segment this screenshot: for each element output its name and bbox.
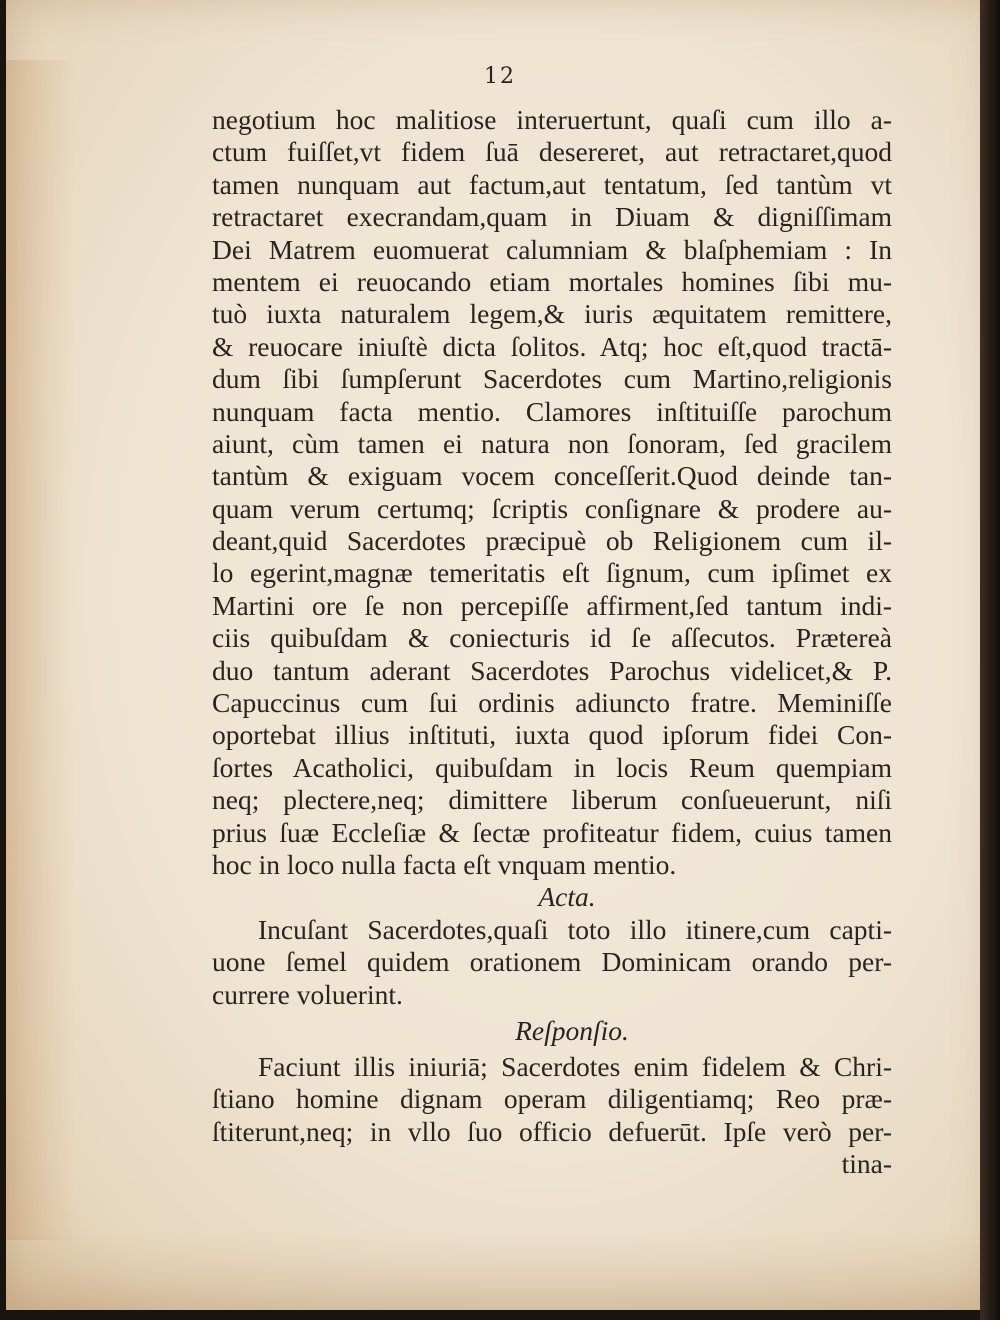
text-line: Capuccinus cum ſui ordinis adiuncto fratre. Meminiſſe <box>212 687 892 719</box>
text-line: ciis quibuſdam & coniecturis id ſe aſſecutos. Prætereà <box>212 622 892 654</box>
text-line: ctum fuiſſet,vt fidem ſuā desereret, aut retractaret,quod <box>212 136 892 168</box>
text-line: lo egerint,magnæ temeritatis eſt ſignum, cum ipſimet ex <box>212 557 892 589</box>
binding-edge <box>980 0 1000 1320</box>
text-line: retractaret execrandam,quam in Diuam & digniſſimam <box>212 201 892 233</box>
text-line: uone ſemel quidem orationem Dominicam orando per- <box>212 946 892 978</box>
text-line: ſortes Acatholici, quibuſdam in locis Reum quempiam <box>212 751 892 783</box>
text-line: quam verum certumq; ſcriptis conſignare & prodere au- <box>212 492 892 524</box>
text-line: aiunt, cùm tamen ei natura non ſonoram, ſed gracilem <box>212 427 892 459</box>
text-line: ſtiterunt,neq; in vllo ſuo officio defuerūt. Ipſe verò per- <box>212 1115 892 1147</box>
text-line: negotium hoc malitiose interuertunt, quaſi cum illo a- <box>212 104 892 135</box>
responsio-paragraph <box>212 1051 892 1148</box>
text-line: tuò iuxta naturalem legem,& iuris æquitatem remittere, <box>212 298 892 330</box>
responsio-heading: Reſponſio. <box>515 1014 629 1046</box>
acta-paragraph <box>212 914 892 1011</box>
text-line: Incuſant Sacerdotes,quaſi toto illo itinere,cum capti- <box>258 913 892 945</box>
text-line: ſtiano homine dignam operam diligentiamq; Reo præ- <box>212 1083 892 1115</box>
text-line: dum ſibi ſumpſerunt Sacerdotes cum Martino,religionis <box>212 363 892 395</box>
text-block <box>212 104 892 1181</box>
text-line: Dei Matrem euomuerat calumniam & blaſphemiam : In <box>212 233 892 265</box>
text-line: currere voluerint. <box>212 978 403 1010</box>
text-line: Martini ore ſe non percepiſſe affirment,ſed tantum indi- <box>212 589 892 621</box>
acta-heading: Acta. <box>538 881 596 913</box>
text-line: hoc in loco nulla facta eſt vnquam mentio. <box>212 848 677 880</box>
text-line: nunquam facta mentio. Clamores inſtituiſſe parochum <box>212 395 892 427</box>
text-line: duo tantum aderant Sacerdotes Parochus videlicet,& P. <box>212 654 892 686</box>
text-line: & reuocare iniuſtè dicta ſolitos. Atq; hoc eſt,quod tractā- <box>212 330 892 362</box>
text-line: tantùm & exiguam vocem conceſſerit.Quod deinde tan- <box>212 460 892 492</box>
catchword: tina- <box>841 1148 892 1180</box>
text-line: oportebat illius inſtituti, iuxta quod ipſorum fidei Con- <box>212 719 892 751</box>
body-paragraph <box>212 104 892 881</box>
text-line: prius ſuæ Eccleſiæ & ſectæ profiteatur fidem, cuius tamen <box>212 816 892 848</box>
text-line: neq; plectere,neq; dimittere liberum conſueuerunt, niſi <box>212 784 892 816</box>
text-line: Faciunt illis iniuriā; Sacerdotes enim fidelem & Chri- <box>258 1050 892 1082</box>
text-line: deant,quid Sacerdotes præcipuè ob Religionem cum il- <box>212 525 892 557</box>
page-number: 12 <box>484 64 516 89</box>
text-line: tamen nunquam aut factum,aut tentatum, ſed tantùm vt <box>212 168 892 200</box>
text-line: mentem ei reuocando etiam mortales homines ſibi mu- <box>212 265 892 297</box>
